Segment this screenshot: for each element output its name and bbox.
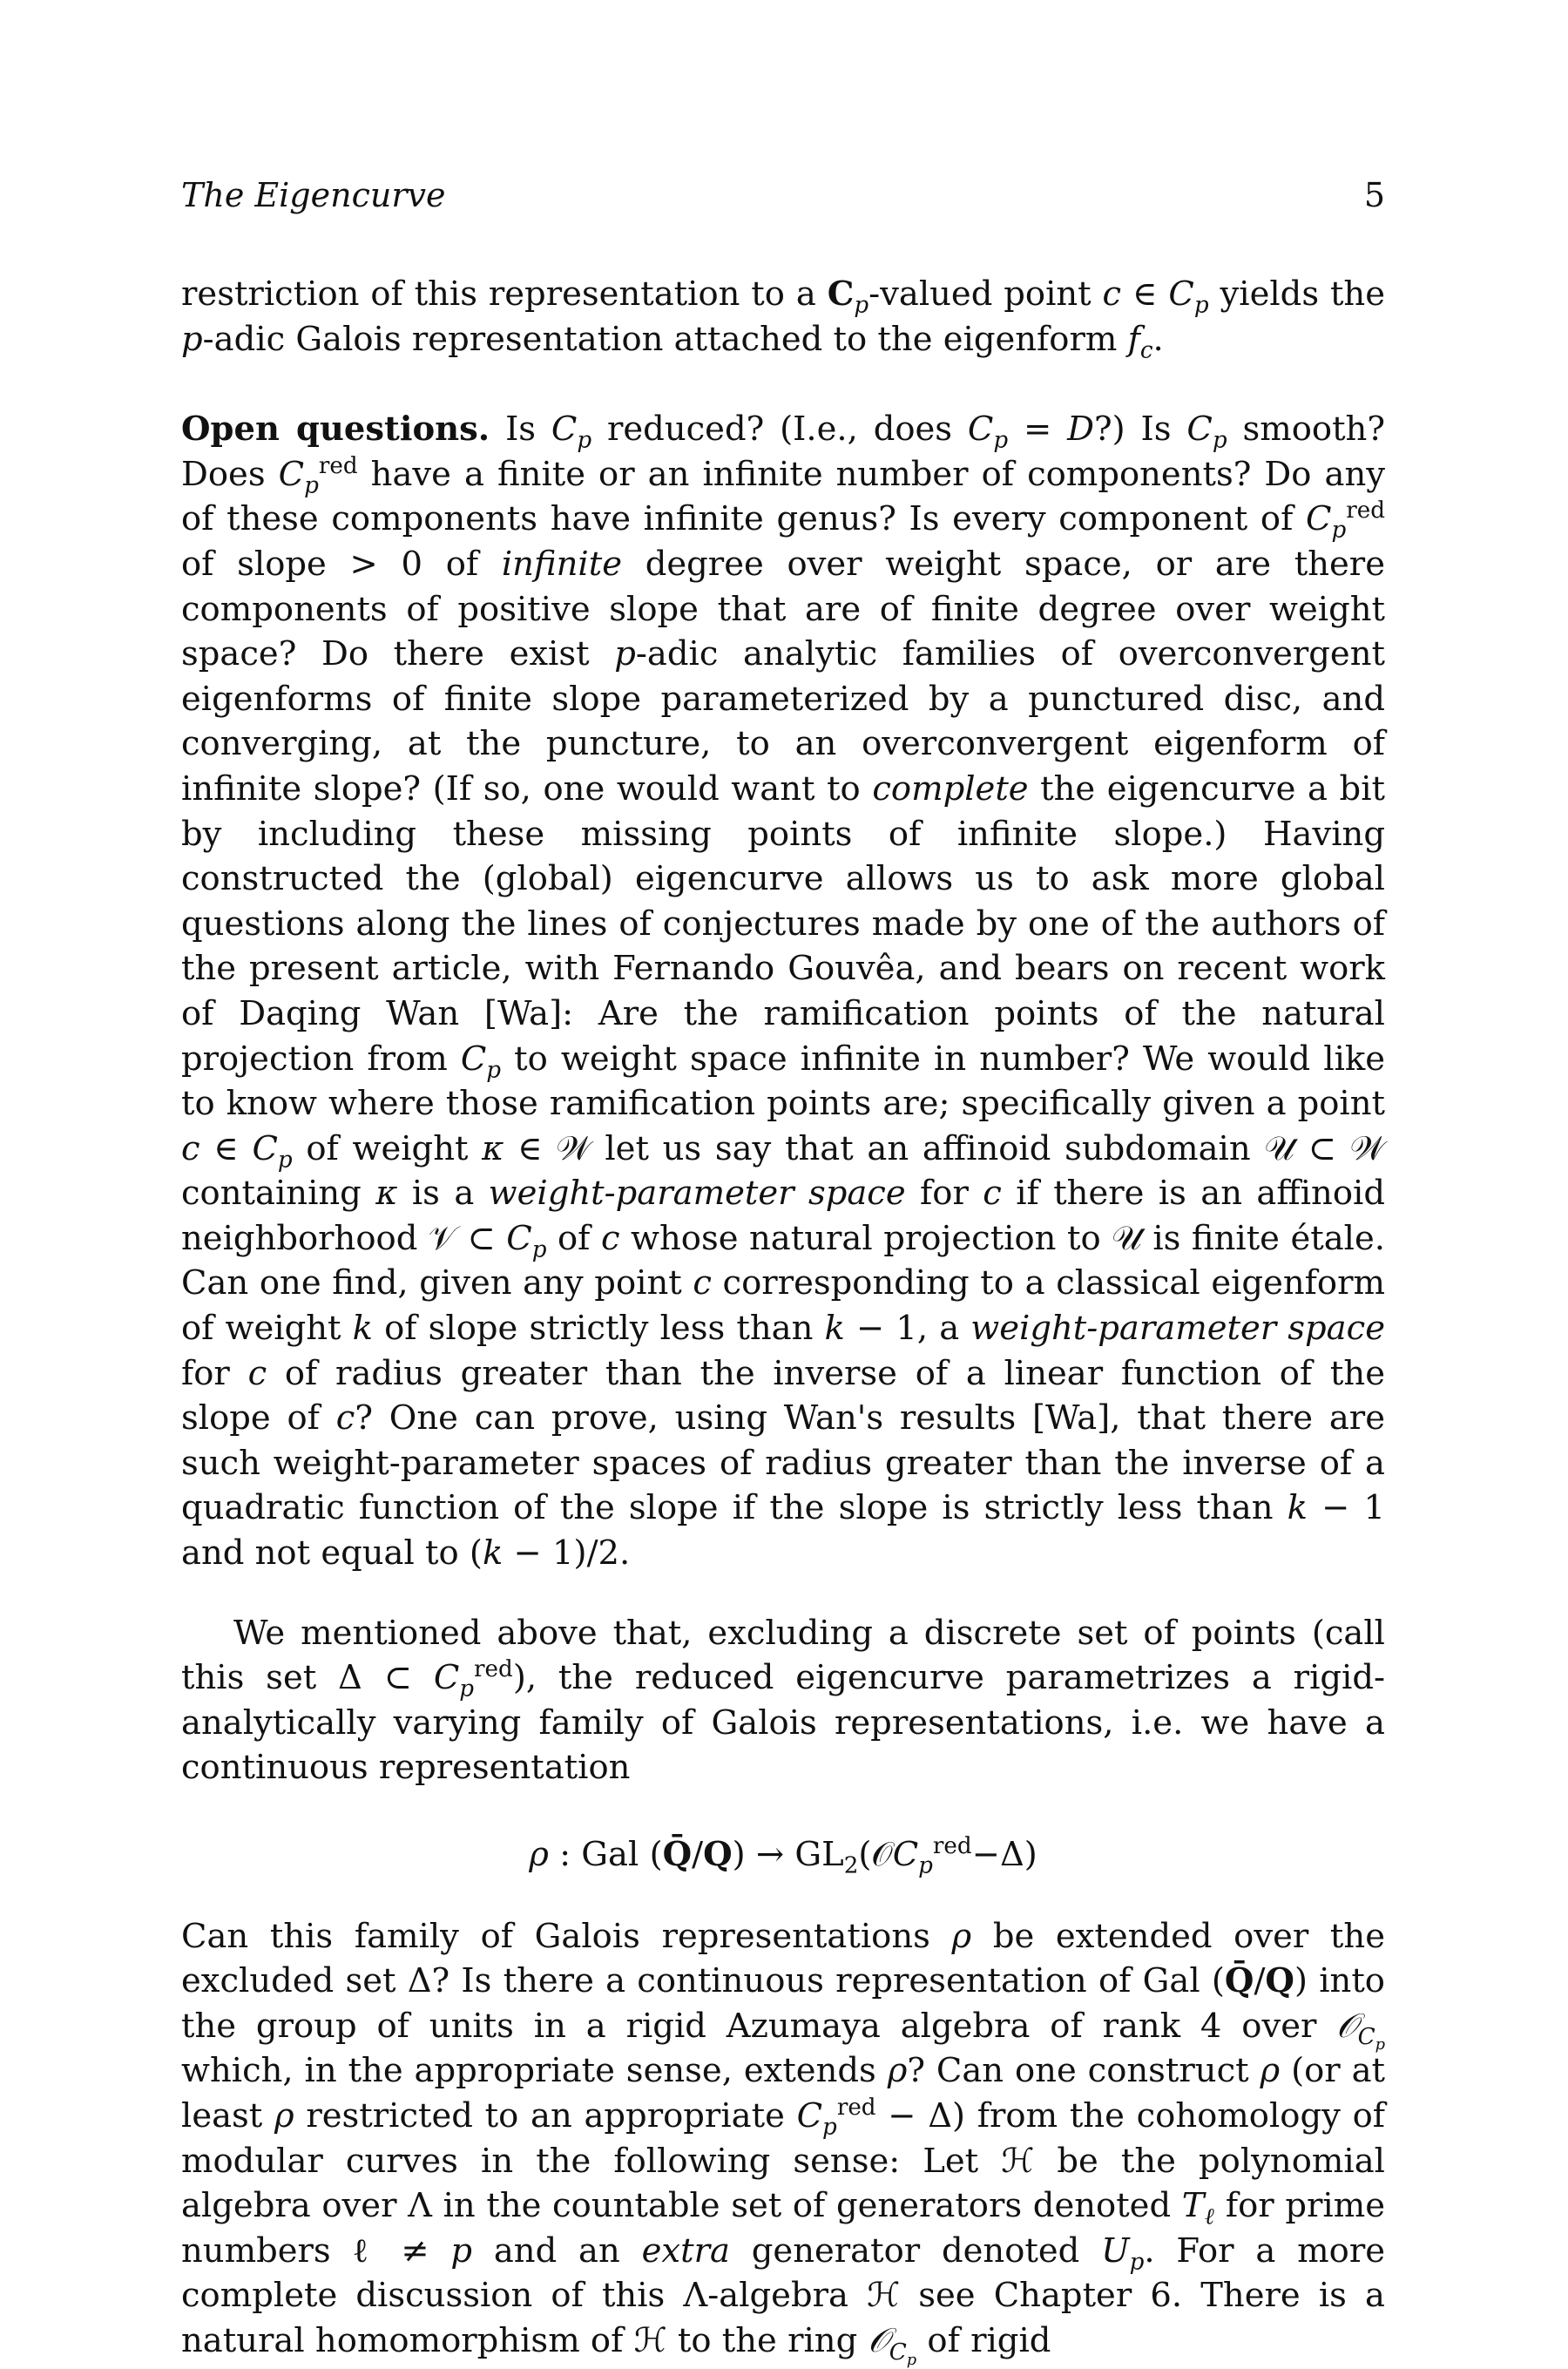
page-header xyxy=(181,173,1385,218)
running-title: The Eigencurve xyxy=(181,176,446,214)
open-questions-heading: Open questions. xyxy=(181,409,490,450)
paragraph-extension-questions: Can this family of Galois representations ρ be extended over the excluded set Δ? Is there a continuous representation of Gal (Q̄/Q) into the group of units in a rigid Azumaya algebra of rank 4 over 𝒪$_{C_p}$ which, in the appropriate sense, extends ρ? Can one construct ρ (or at least ρ restricted to an appropriate $C_p^{red} - \Delta$) from the cohomology of modular curves in the following sense: Let ℋ be the polynomial algebra over Λ in the countable set of generators denoted $T_\ell$ for prime numbers ℓ ≠ p and an extra generator denoted $U_p$. For a more complete discussion of this Λ-algebra ℋ see Chapter 6. There is a natural homomorphism of ℋ to the ring 𝒪$_{C_p}$ of rigid xyxy=(181,1916,1386,2369)
paragraph-restriction: restriction of this representation to a $C_p$-valued point c ∈ $C_p$ yields the p-adic Galois representation attached to the eigenform $f_c$. xyxy=(181,274,1386,364)
page-body xyxy=(181,272,1386,2369)
paragraph-open-questions: Open questions. Is $C_p$ reduced? (I.e., does $C_p$ = D?) Is $C_p$ smooth? Does $C_p^{red}$ have a finite or an infinite number of components? Do any of these components have infinite genus? Is every component of $C_p^{red}$ of slope > 0 of infinite degree over weight space, or are there components of positive slope that are of finite degree over weight space? Do there exist p-adic analytic families of overconvergent eigenforms of finite slope parameterized by a punctured disc, and converging, at the puncture, to an overconvergent eigenform of infinite slope? (If so, one would want to complete the eigencurve a bit by including these missing points of infinite slope.) Having constructed the (global) eigencurve allows us to ask more global questions along the lines of conjectures made by one of the authors of the present article, with Fernando Gouvêa, and bears on recent work of Daqing Wan [Wa]: Are the ramification points of the natural projection from $C_p$ to weight space infinite in number? We would like to know where those ramification points are; specifically given a point c ∈ $C_p$ of weight κ ∈ 𝒲 let us say that an affinoid subdomain 𝒰 ⊂ 𝒲 containing κ is a weight-parameter space for c if there is an affinoid neighborhood 𝒱 ⊂ $C_p$ of c whose natural projection to 𝒰 is finite étale. Can one find, given any point c corresponding to a classical eigenform of weight k of slope strictly less than k − 1, a weight-parameter space for c of radius greater than the inverse of a linear function of the slope of c? One can prove, using Wan's results [Wa], that there are such weight-parameter spaces of radius greater than the inverse of a quadratic function of the slope if the slope is strictly less than k − 1 and not equal to (k − 1)/2. xyxy=(181,409,1386,1574)
display-equation: ρ : Gal (Q̄/Q) → $GL_2(𝒪C_p^{red}-\Delta)$ xyxy=(529,1833,1037,1879)
paragraph-galois-family: We mentioned above that, excluding a discrete set of points (call this set Δ ⊂ $C_p^{red}$), the reduced eigencurve parametrizes a rigid-analytically varying family of Galois representations, i.e. we have a continuous representation xyxy=(181,1613,1385,1788)
page-number: 5 xyxy=(1363,176,1385,214)
